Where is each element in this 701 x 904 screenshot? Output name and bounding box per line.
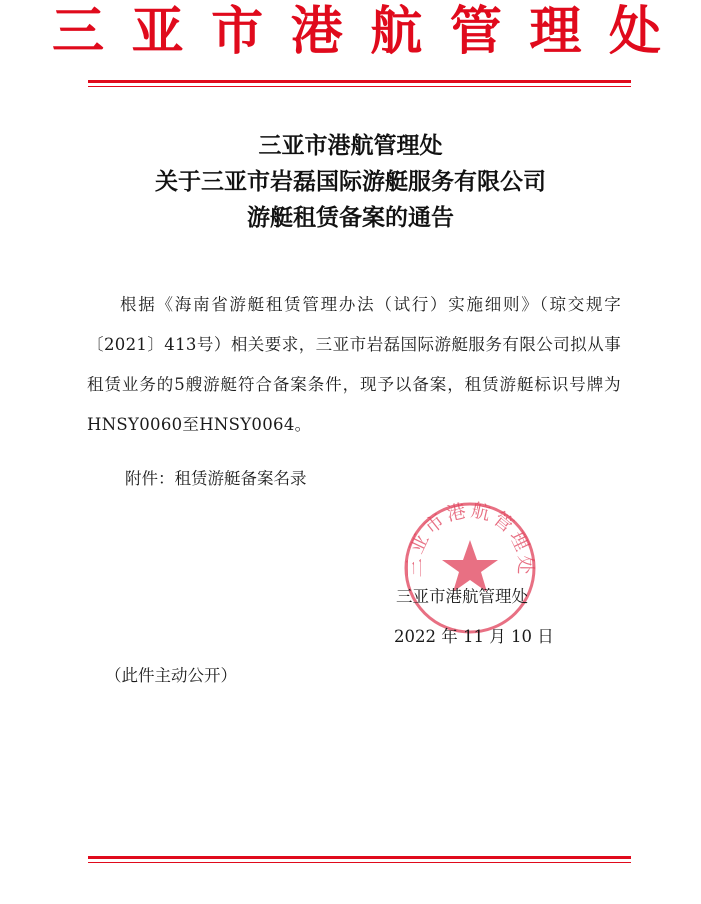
bottom-red-rule-thin — [88, 862, 631, 863]
title-line-2: 关于三亚市岩磊国际游艇服务有限公司 — [155, 169, 546, 195]
masthead — [52, 1, 661, 62]
masthead-char: 处 — [608, 1, 661, 62]
signing-organization: 三亚市港航管理处 — [396, 587, 528, 606]
bottom-red-rule — [88, 856, 631, 859]
public-disclosure-note: （此件主动公开） — [105, 666, 237, 685]
document-title — [60, 128, 641, 236]
attachment-line: 附件：租赁游艇备案名录 — [125, 469, 307, 488]
masthead-char: 管 — [449, 1, 502, 62]
masthead-char: 亚 — [131, 1, 184, 62]
seal-text: 三亚市港航管理处 — [403, 499, 537, 578]
masthead-char: 理 — [529, 1, 582, 62]
masthead-char: 三 — [52, 1, 105, 62]
official-seal — [400, 498, 540, 638]
body-paragraph: 根据《海南省游艇租赁管理办法（试行）实施细则》（琼交规字〔2021〕413号）相关要求，三亚市岩磊国际游艇服务有限公司拟从事租赁业务的5艘游艇符合备案条件，现予以备案，租赁游艇标识号牌为HNSY0060至HNSY0064。 — [87, 295, 621, 434]
title-line-3: 游艇租赁备案的通告 — [247, 205, 454, 231]
signing-date: 2022 年 11 月 10 日 — [394, 627, 554, 646]
masthead-char: 航 — [370, 1, 423, 62]
title-line-1: 三亚市港航管理处 — [258, 133, 443, 159]
masthead-char: 市 — [211, 1, 264, 62]
top-red-rule-thin — [88, 86, 631, 87]
top-red-rule — [88, 80, 631, 83]
masthead-char: 港 — [290, 1, 343, 62]
